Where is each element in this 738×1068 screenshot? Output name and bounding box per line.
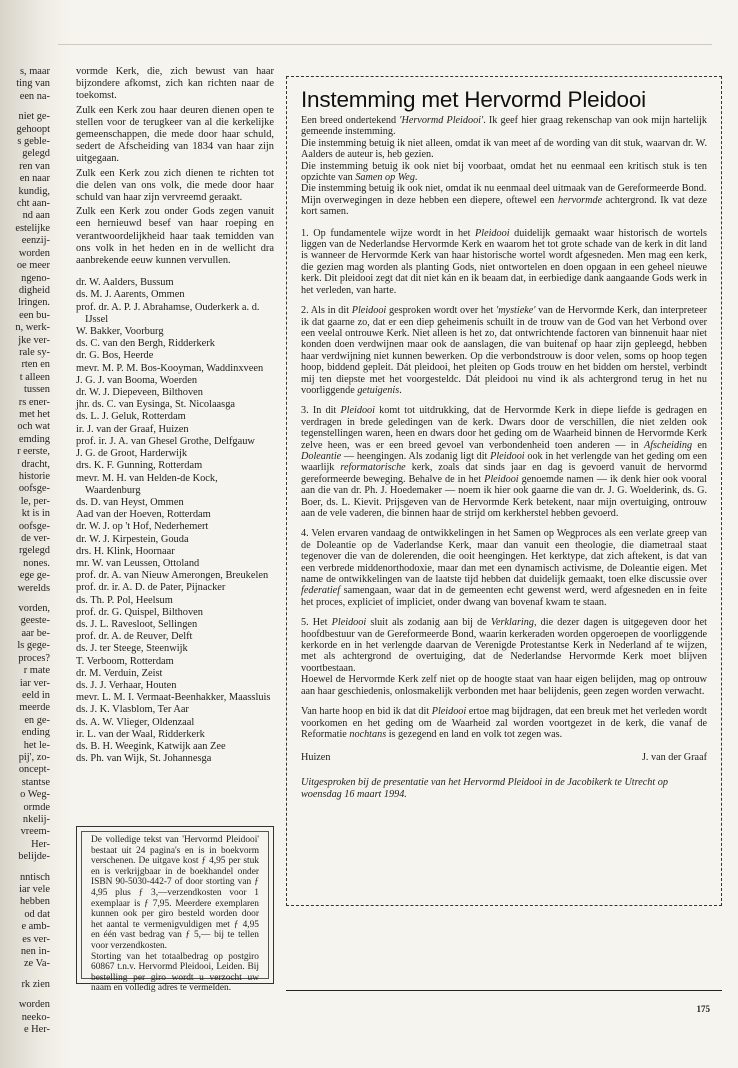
signatory-name: ds. J. ter Steege, Steenwijk (76, 643, 188, 655)
signatory-name: Aad van der Hoeven, Rotterdam (76, 509, 211, 521)
signatory-name: prof. dr. A. de Reuver, Delft (76, 631, 193, 643)
signatory-name: prof. dr. A. P. J. Abrahamse, Ouderkerk a. d. IJssel (76, 301, 260, 325)
notice-paragraph: De volledige tekst van 'Hervormd Pleidooi' bestaat uit 24 pagina's en is in boekvorm verschenen. De uitgave kost ƒ 4,95 per stuk en is verkrijgbaar in de boekhandel onder ISBN 90-5030-442-7 of door storting van ƒ 4,95 plus ƒ 3,—verzendkosten voor 1 exemplaar is ƒ 7,95. Meerdere exemplaren kunnen ook per giro besteld worden door het aantal te vermenigvuldigen met ƒ 4,95 en één vast bedrag van ƒ 5,— bij te tellen voor verzendkosten. (91, 835, 259, 951)
signatory-name: ir. J. van der Graaf, Huizen (76, 423, 189, 435)
middle-paragraph: Zulk een Kerk zou haar deuren dienen open te stellen voor de terugkeer van al die kerkelijke gemeenschappen, die mede door haar schuld, sedert de Afscheiding van 1834 van haar zijn uitgegaan. (76, 104, 274, 165)
left-fragment-line: o Weg- (20, 789, 50, 801)
left-fragment-line: oncept- (18, 764, 50, 776)
left-fragment-line: en ge- (24, 714, 50, 726)
signatory-name: T. Verboom, Rotterdam (76, 655, 174, 667)
left-fragment-line: lringen. (17, 297, 50, 309)
left-fragment-line: rs ener- (18, 396, 50, 408)
signatory-name: J. G. de Groot, Harderwijk (76, 448, 188, 460)
article-paragraph: 2. Als in dit Pleidooi gesproken wordt over het 'mystieke' van de Hervormde Kerk, dan interpreteer ik dat gaarne zo, dat er een diep geheimenis schuilt in de trouw van de God van het Verbond over een veelal ontrouwe Kerk. Niet alleen is het zo, dat ontwrichtende factoren van binnenuit haar niet konden doen verdwijnen maar ook de aanslagen, die van buitenaf op haar zijn gepleegd, hebben haar verdwijning niet kunnen bewerken. Op die verbondstrouw is door velen, soms op hoop tegen hoop, biddend gepleit. Dát pleidooi, het pleiten op Gods trouw en het bidden om herstel, verbindt mij ten diepste met het voorgesteldc. Dát pleidooi nu vind ik als achtergrond terug in het nu voorliggende getuigenis. (301, 305, 707, 396)
signatory-name: ds. L. J. Geluk, Rotterdam (76, 411, 186, 423)
left-fragment-line: kundig, (18, 185, 50, 197)
left-fragment-line: kt is in (21, 508, 50, 520)
left-fragment-line: een na- (19, 90, 50, 102)
left-fragment-line: gelegd (22, 148, 50, 160)
left-fragment-line (0, 991, 50, 999)
left-fragment-line: nntisch (19, 871, 50, 883)
signatory-name: mr. W. van Leussen, Ottoland (76, 557, 200, 569)
left-fragment-line: aar be- (21, 627, 50, 639)
signatory-name: W. Bakker, Voorburg (76, 326, 164, 338)
left-fragment-line: dracht, (21, 458, 50, 470)
intro-line: Mijn overwegingen in deze hebben een diepere, oftewel een hervormde achtergrond. Ik vat deze kort samen. (301, 194, 707, 218)
signatory-name: ir. L. van der Waal, Ridderkerk (76, 728, 205, 740)
left-fragment-line (0, 864, 50, 872)
signature-line (301, 752, 707, 763)
left-fragment-line: oe meer (16, 260, 50, 272)
article-title: Instemming met Hervormd Pleidooi (301, 87, 646, 112)
left-fragment-line: ngeno- (21, 272, 50, 284)
signatory-name: dr. W. J. Kirpestein, Gouda (76, 533, 189, 545)
left-fragment-line: worden (18, 999, 50, 1011)
left-fragment-line: r eerste, (17, 446, 50, 458)
article-box (286, 76, 722, 906)
signatory-name: dr. W. J. op 't Hof, Nederhemert (76, 521, 209, 533)
middle-paragraph: Zulk een Kerk zou onder Gods zegen vanuit een hernieuwd besef van haar roeping en verantwoordelijkheid haar taak temidden van ons volk in het heden en in de wellicht dra aanbrekende eeuw kunnen vervullen. (76, 206, 274, 267)
left-fragment-line: nd aan (22, 210, 50, 222)
left-fragment-line: e Her- (23, 1024, 50, 1036)
signatory-name: dr. M. Verduin, Zeist (76, 667, 163, 679)
signatory-name: ds. M. J. Aarents, Ommen (76, 289, 185, 301)
signatory-name: prof. dr. ir. A. D. de Pater, Pijnacker (76, 582, 226, 594)
page-top-edge (58, 44, 712, 45)
left-fragment-line: od dat (24, 908, 50, 920)
left-fragment-line: niet ge- (18, 111, 50, 123)
signatory-name: ds. J. L. Ravesloot, Sellingen (76, 618, 198, 630)
signatory-name: ds. Ph. van Wijk, St. Johannesga (76, 753, 212, 765)
left-fragment-line: ting van (16, 78, 50, 90)
article-intro (301, 115, 707, 218)
left-fragment-line: een bu- (19, 309, 50, 321)
left-fragment-line: vreem- (20, 826, 50, 838)
left-fragment-line (0, 595, 50, 603)
left-fragment-line: meerde (19, 702, 50, 714)
intro-line: Die instemming betuig ik niet alleen, omdat ik van meet af de wording van dit stuk, waarvan dr. W. Aalders de auteur is, heb gezien. (301, 137, 707, 161)
left-fragment-line: nkelij- (22, 813, 50, 825)
signatory-name: ds. D. van Heyst, Ommen (76, 496, 184, 508)
signatory-name: drs. H. Klink, Hoornaar (76, 545, 175, 557)
left-fragment-line: pij', zo- (18, 751, 50, 763)
left-fragment-line: jke ver- (18, 334, 50, 346)
left-fragment-line (0, 971, 50, 979)
intro-line: Die instemming betuig ik ook niet, omdat ik nu eenmaal deel uitmaak van de Gereformeerde Bond. (301, 183, 707, 195)
left-fragment-line: hebben (19, 896, 50, 908)
left-fragment-line: ls gege- (17, 640, 50, 652)
signatory-name: mevr. M. H. van Helden-de Kock, Waardenburg (76, 472, 218, 496)
left-fragment-line: neeko- (21, 1011, 50, 1023)
signatory-name: dr. W. Aalders, Bussum (76, 277, 174, 289)
left-fragment-line: iar vele (19, 884, 50, 895)
left-fragment-line: s geble- (17, 136, 50, 148)
left-fragment-line: eenzij- (21, 235, 50, 247)
signatory-name: mevr. L. M. I. Vermaat-Beenhakker, Maassluis (76, 692, 271, 704)
signatory-name: ds. C. van den Bergh, Ridderkerk (76, 338, 215, 350)
signatory-name: prof. dr. A. van Nieuw Amerongen, Breukelen (76, 570, 269, 582)
signatory-name: jhr. ds. C. van Eysinga, St. Nicolaasga (76, 399, 236, 411)
left-fragment-line: estelijke (15, 222, 50, 234)
left-fragment-line: es ver- (22, 933, 50, 945)
left-fragment-line (0, 103, 50, 111)
left-fragment-line: en naar (19, 173, 50, 185)
left-fragment-line: rten en (21, 359, 50, 371)
left-fragment-line: worden (18, 247, 50, 259)
signatory-name: ds. J. K. Vlasblom, Ter Aar (76, 704, 189, 716)
left-fragment-line: n, werk- (15, 322, 50, 334)
left-fragment-line: ege ge- (19, 570, 50, 582)
left-fragment-line: Her- (31, 838, 50, 850)
left-fragment-line: eeld in (22, 689, 50, 701)
left-fragment-line: belijde- (18, 851, 50, 863)
signatory-name: prof. dr. G. Quispel, Bilthoven (76, 606, 203, 618)
left-fragment-line: met het (19, 408, 50, 420)
signatories-list (76, 277, 274, 765)
intro-line: Die instemming betuig ik ook niet bij voorbaat, omdat het nu eenmaal een kritisch stuk is ten opzichte van Samen op Weg. (301, 160, 707, 184)
signatory-name: ds. A. W. Vlieger, Oldenzaal (76, 716, 195, 728)
article-paragraph: 4. Velen ervaren vandaag de ontwikkelingen in het Samen op Wegproces als een verlate greep van de Doleantie op de Vaderlandse Kerk, maar dan vanuit een theologie, die diametraal staat tegenover die van de dolerenden, die ooit heengingen. Het kerktype, dat zich aftekent, is dat van een verbrede middenorthodoxie, maar dan met een dynamisch activisme, de Doleantie eigen. Met name de ontwikkelingen van de laatste tijd hebben dat duidelijk gemaakt, toen elke discussie over federatief samengaan, waar dat in de gemeenten echt gewenst werd, werd afgesneden en in feite het proces, expliciet of impliciet, onder dwang van bovenaf kwam te staan. (301, 528, 707, 608)
signatory-name: prof. ir. J. A. van Ghesel Grothe, Delfgauw (76, 435, 255, 447)
left-fragment-line: nen in- (20, 946, 50, 958)
left-fragment-line: het le- (23, 739, 50, 751)
article-paragraph: 3. In dit Pleidooi komt tot uitdrukking, dat de Hervormde Kerk in diepe liefde is gedragen en verdragen in brede geledingen van de kerk. Dwars door de verschillen, die niet zelden ook tegenstellingen waren, heen en dwars door het geding om de Waarheid binnen de Hervormde Kerk zelve heen, was er een breed gevoel van verbondenheid toen anderen — in Afscheiding en Doleantie — heengingen. Als zodanig ligt dit Pleidooi ook in het verlengde van het geding om een waarlijk reformatorische kerk, zoals dat sinds jaar en dag is gevoerd vanuit de hervormd gereformeerde beweging. Behalve de in het Pleidooi genoemde namen — ik denk hier ook vooral aan die van dr. Ph. J. Hoedemaker — noem ik hier ook gaarne die van dr. J. G. Woelderink, ds. G. Boer, ds. L. Kievit. Prijsgeven van de Hervormde Kerk betekent, naar mijn overtuiging, ontrouw aan de vele vaderen, die binnen haar de strijd om kerkherstel hebben gevoerd. (301, 405, 707, 519)
left-fragment-line: oofsge- (18, 483, 50, 495)
left-fragment-line: ending (21, 727, 50, 739)
left-fragment-line: proces? (18, 652, 50, 664)
left-fragment-line: cht aan- (16, 198, 50, 210)
middle-paragraphs (76, 66, 274, 267)
left-fragment-line: emding (18, 433, 50, 445)
intro-line: Een breed ondertekend 'Hervormd Pleidooi'. Ik geef hier graag rekenschap van ook mijn hartelijk gemeende instemming. (301, 115, 708, 138)
article-points (301, 228, 707, 741)
left-fragment-line: iar ver- (19, 677, 50, 689)
signatory-name: mevr. M. P. M. Bos-Kooyman, Waddinxveen (76, 362, 264, 374)
article-paragraph: Van harte hoop en bid ik dat dit Pleidooi ertoe mag bijdragen, dat een breuk met het verleden wordt voorkomen en het geding om de Waarheid zal worden voortgezet in de kerk, die vanaf de Reformatie nochtans is gezegend en land en volk tot zegen was. (301, 706, 707, 740)
left-fragment-line: oofsge- (18, 520, 50, 532)
ordering-notice-box (76, 826, 274, 994)
left-fragment-line: e amb- (21, 921, 50, 933)
left-fragment-line: t alleen (19, 371, 50, 383)
signatory-name: dr. G. Bos, Heerde (76, 350, 154, 362)
left-fragment-line: gehoopt (16, 123, 50, 135)
left-fragment-line: vorden, (18, 603, 50, 615)
left-fragment-line: tussen (24, 384, 50, 396)
left-fragment-line: de ver- (21, 533, 50, 545)
left-fragment-line: rk zien (21, 978, 50, 990)
presentation-note: Uitgesproken bij de presentatie van het Hervormd Pleidooi in de Jacobikerk te Utrecht op woensdag 16 maart 1994. (301, 777, 668, 800)
page-number: 175 (696, 1004, 710, 1014)
left-fragment-line: geeste- (20, 615, 50, 627)
signatory-name: ds. J. J. Verhaar, Houten (76, 679, 177, 691)
middle-column (76, 66, 274, 765)
left-fragment-line: r mate (23, 665, 50, 677)
article-paragraph: 1. Op fundamentele wijze wordt in het Pleidooi duidelijk gemaakt waar historisch de wortels liggen van de Nederlandse Hervormde Kerk en waarom het tot grote schade van de kerk in dit land is wanneer de Hervormde Kerk van haar historische wortel wordt afgesneden. Men mag een kerk, die gezien mag worden als planting Gods, niet ontwortelen en doen opgaan in een geheel nieuwe kerk. Dit pleidooi zegt dat dit niet kán en ik beaam dat, in eerbiedige dank aangaande Gods werk in het verleden, van harte. (301, 227, 707, 296)
left-fragment-line: ormde (23, 801, 50, 813)
left-fragment-line: rale sy- (19, 346, 50, 358)
left-fragment-line: le, per- (20, 495, 50, 507)
signatory-name: dr. W. J. Diepeveen, Bilthoven (76, 387, 203, 399)
signature-place: Huizen (301, 752, 331, 764)
left-fragment-line: stantse (21, 776, 50, 788)
left-fragment-line: rgelegd (19, 545, 50, 557)
article-paragraph: 5. Het Pleidooi sluit als zodanig aan bij de Verklaring, die dezer dagen is uitgegeven door het hoofdbestuur van de Gereformeerde Bond, waarin kerkeraden worden opgeroepen de voorliggende kerkorde en in het verlengde daarvan de Verenigde Protestantse Kerk in Nederland af te wijzen, met als achtergrond de overtuiging, dat de Nederlandse Hervormde Kerk moet blijven voortbestaan. Hoewel de Hervormde Kerk zelf niet op de hoogte staat van haar eigen belijden, mag op ontrouw aan haar geschiedenis, onlosmakelijk verbonden met haar belijdenis, geen zegen worden verwacht. (301, 617, 708, 697)
middle-paragraph: vormde Kerk, die, zich bewust van haar bijzondere afkomst, zich kan richten naar de toekomst. (76, 66, 274, 102)
signatory-name: drs. K. F. Gunning, Rotterdam (76, 460, 203, 472)
left-fragment-line: och wat (17, 421, 50, 433)
left-column-cut-text (0, 66, 50, 1036)
signatory-name: ds. B. H. Weegink, Katwijk aan Zee (76, 740, 226, 752)
left-fragment-line: digheid (18, 284, 50, 296)
bottom-rule (286, 990, 722, 991)
left-fragment-line: ze Va- (23, 958, 50, 970)
notice-paragraph: Storting van het totaalbedrag op postgiro 60867 t.n.v. Hervormd Pleidooi, Leiden. Bij bestelling per giro wordt u verzocht uw naam en volledig adres te vermelden. (91, 951, 259, 994)
ordering-notice-text (81, 831, 269, 994)
signatory-name: ds. Th. P. Pol, Heelsum (76, 594, 173, 606)
left-fragment-line: nones. (23, 557, 50, 569)
left-fragment-line: historie (18, 471, 50, 482)
middle-paragraph: Zulk een Kerk zou zich dienen te richten tot die delen van ons volk, die mede door haar schuld van haar zijn vervreemd geraakt. (76, 167, 274, 204)
signature-author: J. van der Graaf (641, 752, 707, 764)
left-fragment-line: ren van (19, 160, 50, 172)
signatory-name: J. G. J. van Booma, Woerden (76, 374, 198, 386)
left-fragment-line: s, maar (19, 66, 50, 77)
left-fragment-line: werelds (17, 582, 50, 594)
